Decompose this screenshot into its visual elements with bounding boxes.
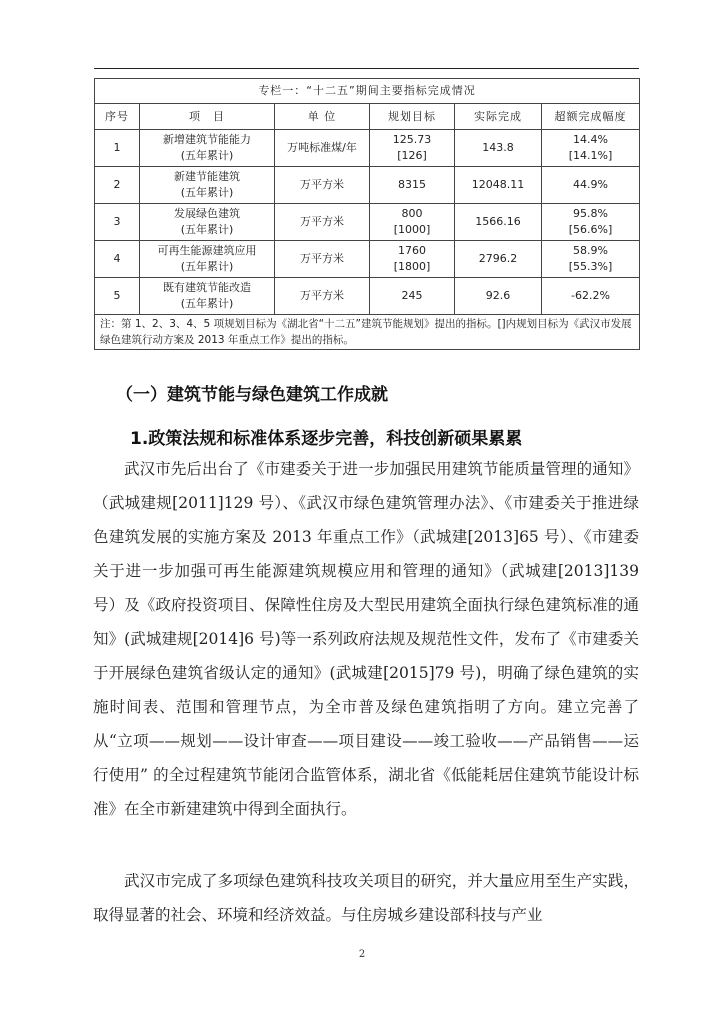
cell-target: 245 [370,278,455,315]
indicator-table [94,78,640,350]
target-alt-value: [1000] [393,223,431,236]
target-value: 1760 [398,244,426,257]
paragraph-text: 武汉市完成了多项绿色建筑科技攻关项目的研究，并大量应用至生产实践，取得显著的社会、环境和经济效益。与住房城乡建设部科技与产业 [93,872,639,924]
cell-unit: 万平方米 [275,204,370,241]
header-target: 规划目标 [370,104,455,130]
header-no: 序号 [95,104,140,130]
cell-actual: 1566.16 [455,204,542,241]
exceed-value: 58.9% [573,244,608,257]
section-title: （一）建筑节能与绿色建筑工作成就 [116,385,388,405]
paragraph-text: 武汉市先后出台了《市建委关于进一步加强民用建筑节能质量管理的通知》（武城建规[2011]129 号）、《武汉市绿色建筑管理办法》、《市建委关于推进绿色建筑发展的实施方案及 2013 年重点工作》（武城建[2013]65 号）、《市建委关于进一步加强可再生能源建筑规模应用和管理的通知》（武城建[2013]139 号）及《政府投资项目、保障性住房及大型民用建筑全面执行绿色建筑标准的通知》(武城建规[2014]6 号)等一系列政府法规及规范性文件，发布了《市建委关于开展绿色建筑省级认定的通知》(武城建[2015]79 号)，明确了绿色建筑的实施时间表、范围和管理节点，为全市普及绿色建筑指明了方向。建立完善了从“立项——规划——设计审查——项目建设——竣工验收——产品销售——运行使用” 的全过程建筑节能闭合监管体系，湖北省《低能耗居住建筑节能设计标准》在全市新建建筑中得到全面执行。 [93,460,639,818]
subsection-title: 1.政策法规和标准体系逐步完善，科技创新硕果累累 [130,429,523,449]
item-name: 既有建筑节能改造 [163,281,251,294]
cell-no: 5 [95,278,140,315]
item-name: 新增建筑节能能力 [163,133,251,146]
target-alt-value: [1800] [393,260,431,273]
table-note: 注：第 1、2、3、4、5 项规划目标为《湖北省“十二五”建筑节能规划》提出的指标。[]内规划目标为《武汉市发展绿色建筑行动方案及 2013 年重点工作》提出的指标。 [95,315,640,350]
cell-unit: 万平方米 [275,278,370,315]
header-exceed: 超额完成幅度 [542,104,640,130]
cell-unit: 万吨标准煤/年 [275,130,370,167]
table-row [95,278,640,315]
item-note: (五年累计) [180,186,234,199]
exceed-value: 14.4% [573,133,608,146]
item-name: 新建节能建筑 [174,170,240,183]
cell-target [370,204,455,241]
cell-actual: 92.6 [455,278,542,315]
item-note: (五年累计) [180,260,234,273]
cell-item [140,204,275,241]
cell-item [140,278,275,315]
cell-item [140,241,275,278]
table-row [95,241,640,278]
cell-target [370,241,455,278]
target-value: 125.73 [392,133,432,146]
cell-exceed [542,241,640,278]
cell-exceed [542,204,640,241]
exceed-alt-value: [14.1%] [568,149,613,162]
cell-item [140,130,275,167]
item-note: (五年累计) [180,297,234,310]
body-paragraph-1 [93,452,639,826]
cell-actual: 12048.11 [455,167,542,204]
cell-unit: 万平方米 [275,241,370,278]
cell-target: 8315 [370,167,455,204]
cell-target [370,130,455,167]
cell-no: 4 [95,241,140,278]
cell-actual: 2796.2 [455,241,542,278]
table-caption: 专栏一：“十二五”期间主要指标完成情况 [95,79,640,104]
target-value: 800 [401,207,423,220]
exceed-alt-value: [56.6%] [568,223,613,236]
item-note: (五年累计) [180,223,234,236]
cell-no: 2 [95,167,140,204]
page-number: 2 [358,949,366,960]
cell-no: 1 [95,130,140,167]
target-alt-value: [126] [397,149,427,162]
item-name: 可再生能源建筑应用 [157,244,257,257]
exceed-alt-value: [55.3%] [568,260,613,273]
table-row [95,130,640,167]
cell-item [140,167,275,204]
body-paragraph-2 [93,864,639,932]
header-item: 项 目 [140,104,275,130]
table-row [95,167,640,204]
cell-exceed: -62.2% [542,278,640,315]
cell-actual: 143.8 [455,130,542,167]
table-row [95,204,640,241]
item-note: (五年累计) [180,149,234,162]
cell-unit: 万平方米 [275,167,370,204]
cell-exceed [542,130,640,167]
cell-exceed: 44.9% [542,167,640,204]
item-name: 发展绿色建筑 [174,207,240,220]
header-actual: 实际完成 [455,104,542,130]
header-rule [94,68,639,69]
exceed-value: 95.8% [573,207,608,220]
header-unit: 单 位 [275,104,370,130]
cell-no: 3 [95,204,140,241]
